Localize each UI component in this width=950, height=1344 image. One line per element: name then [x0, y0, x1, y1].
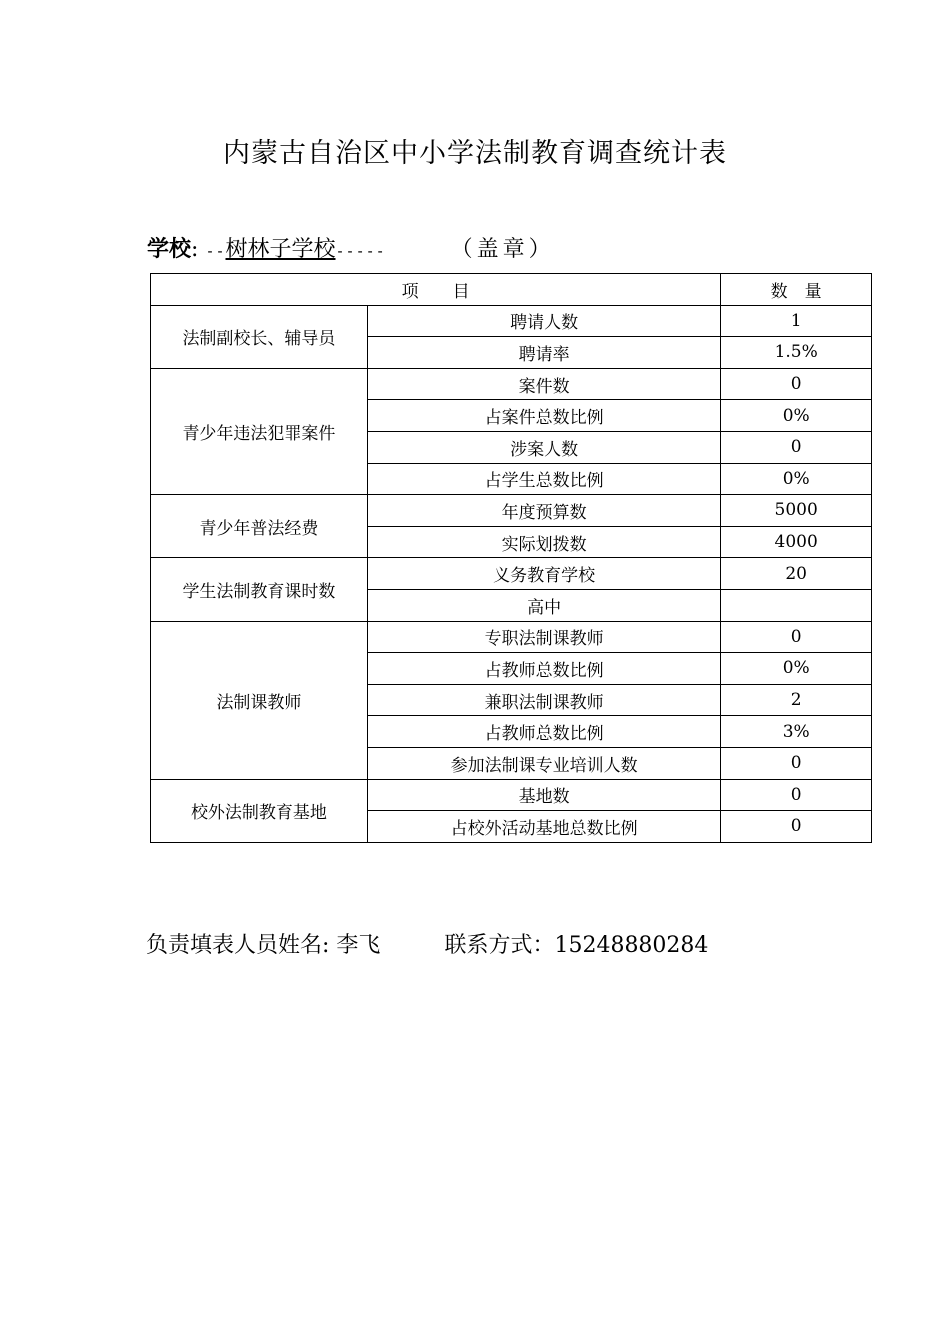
row-label: 实际划拨数: [367, 526, 720, 558]
row-value: 0: [721, 779, 872, 811]
table-row: [151, 305, 872, 337]
group-name: 法制课教师: [151, 621, 368, 779]
row-value: 0: [721, 368, 872, 400]
group-name: 校外法制教育基地: [151, 779, 368, 842]
contact-value: 15248880284: [554, 933, 709, 958]
row-value: 1: [721, 305, 872, 337]
row-value: [721, 589, 872, 621]
row-label: 聘请人数: [367, 305, 720, 337]
school-colon: :: [191, 237, 199, 262]
school-label: 学校: [147, 236, 192, 262]
row-value: 20: [721, 558, 872, 590]
page-title: 内蒙古自治区中小学法制教育调查统计表: [223, 138, 727, 169]
header-item: 项 目: [151, 274, 721, 306]
row-value: 2: [721, 684, 872, 716]
filler-name: 李飞: [336, 933, 381, 958]
row-value: 3%: [721, 716, 872, 748]
school-name: 树林子学校: [225, 237, 336, 262]
stamp-note: （盖章）: [450, 237, 555, 262]
row-value: 5000: [721, 495, 872, 527]
row-label: 参加法制课专业培训人数: [367, 747, 720, 779]
row-value: 0: [721, 747, 872, 779]
school-line: [147, 232, 555, 263]
row-value: 0%: [721, 463, 872, 495]
statistics-table: [150, 273, 872, 843]
school-dash-after: -----: [335, 242, 386, 260]
footer-contact: [146, 928, 708, 959]
row-value: 0: [721, 621, 872, 653]
row-value: 0%: [721, 653, 872, 685]
table-row: [151, 495, 872, 527]
row-label: 聘请率: [367, 337, 720, 369]
row-label: 高中: [367, 589, 720, 621]
group-name: 青少年普法经费: [151, 495, 368, 558]
header-quantity: 数 量: [721, 274, 872, 306]
row-label: 案件数: [367, 368, 720, 400]
row-value: 1.5%: [721, 337, 872, 369]
row-label: 占教师总数比例: [367, 653, 720, 685]
school-dash-before: --: [205, 242, 226, 260]
table-header-row: [151, 274, 872, 306]
row-label: 兼职法制课教师: [367, 684, 720, 716]
group-name: 法制副校长、辅导员: [151, 305, 368, 368]
row-value: 0: [721, 431, 872, 463]
table-row: [151, 558, 872, 590]
group-name: 学生法制教育课时数: [151, 558, 368, 621]
row-value: 4000: [721, 526, 872, 558]
row-label: 占案件总数比例: [367, 400, 720, 432]
filler-label: 负责填表人员姓名:: [146, 933, 330, 958]
table-row: [151, 368, 872, 400]
row-label: 涉案人数: [367, 431, 720, 463]
table-row: [151, 779, 872, 811]
table-row: [151, 621, 872, 653]
row-label: 专职法制课教师: [367, 621, 720, 653]
row-label: 年度预算数: [367, 495, 720, 527]
row-value: 0: [721, 811, 872, 843]
row-value: 0%: [721, 400, 872, 432]
row-label: 占校外活动基地总数比例: [367, 811, 720, 843]
contact-label: 联系方式：: [444, 933, 555, 958]
statistics-table-body: [151, 274, 872, 843]
row-label: 义务教育学校: [367, 558, 720, 590]
row-label: 占教师总数比例: [367, 716, 720, 748]
row-label: 占学生总数比例: [367, 463, 720, 495]
row-label: 基地数: [367, 779, 720, 811]
group-name: 青少年违法犯罪案件: [151, 368, 368, 494]
